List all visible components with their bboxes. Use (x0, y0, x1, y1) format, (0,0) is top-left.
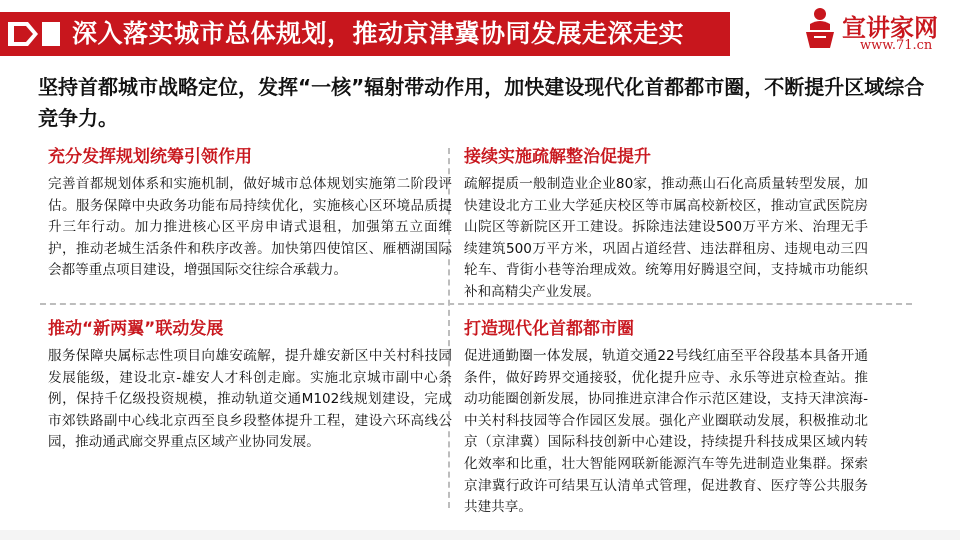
section-heading: 充分发挥规划统筹引领作用 (48, 147, 252, 167)
section-relief (464, 146, 868, 304)
logo-url: www.71.cn (860, 38, 933, 53)
section-body: 服务保障央属标志性项目向雄安疏解，提升雄安新区中关村科技园发展能级，建设北京-雄安人才科创走廊。实施北京城市副中心条例，保持千亿级投资规模，推动轨道交通M102线规划建设，完成市郊铁路副中心线北京西至良乡段整体提升工程，建设六环高线公园，推动通武廊交界重点区域产业协同发展。 (48, 348, 452, 451)
bottom-bar (0, 530, 960, 540)
title-bar (0, 12, 730, 56)
logo-name: 宣讲家网 (842, 13, 938, 42)
section-heading: 接续实施疏解整治促提升 (464, 147, 651, 167)
section-heading: 推动“新两翼”联动发展 (48, 319, 224, 339)
section-body: 完善首都规划体系和实施机制，做好城市总体规划实施第二阶段评估。服务保障中央政务功能布局持续优化，实施核心区环境品质提升三年行动。加力推进核心区平房申请式退租，加强第五立面维护，推动老城生活条件和秩序改善。加快第四使馆区、雁栖湖国际会都等重点项目建设，增强国际交往综合承载力。 (48, 176, 452, 279)
section-body: 促进通勤圈一体发展，轨道交通22号线红庙至平谷段基本具备开通条件，做好跨界交通接驳，优化提升应寺、永乐等进京检查站。推动功能圈创新发展，协同推进京津合作示范区建设，支持天津滨海-中关村科技园等合作园区发展。强化产业圈联动发展，积极推动北京（京津冀）国际科技创新中心建设，持续提升科技成果区域内转化效率和比重，壮大智能网联新能源汽车等先进制造业集群。探索京津冀行政许可结果互认清单式管理，促进教育、医疗等公共服务共建共享。 (464, 348, 868, 516)
header (0, 0, 960, 60)
section-heading: 打造现代化首都都市圈 (464, 319, 634, 339)
section-metropolitan (464, 318, 868, 519)
site-logo[interactable] (800, 4, 960, 60)
page-title: 深入落实城市总体规划，推动京津冀协同发展走深走实 (72, 19, 685, 48)
red-block-icon (8, 18, 62, 50)
section-two-wings (48, 318, 452, 454)
lectern-speaker-icon (800, 6, 840, 50)
section-planning (48, 146, 452, 282)
section-body: 疏解提质一般制造业企业80家，推动燕山石化高质量转型发展，加快建设北方工业大学延庆校区等市属高校新校区，推动宣武医院房山院区等新院区开工建设。拆除违法建设500万平方米、治理无手续建筑500万平方米，巩固占道经营、违法群租房、违规电动三四轮车、背街小巷等治理成效。统筹用好腾退空间，支持城市功能织补和高精尖产业发展。 (464, 176, 868, 300)
intro-paragraph: 坚持首都城市战略定位，发挥“一核”辐射带动作用，加快建设现代化首都都市圈，不断提升区域综合竞争力。 (38, 75, 925, 130)
